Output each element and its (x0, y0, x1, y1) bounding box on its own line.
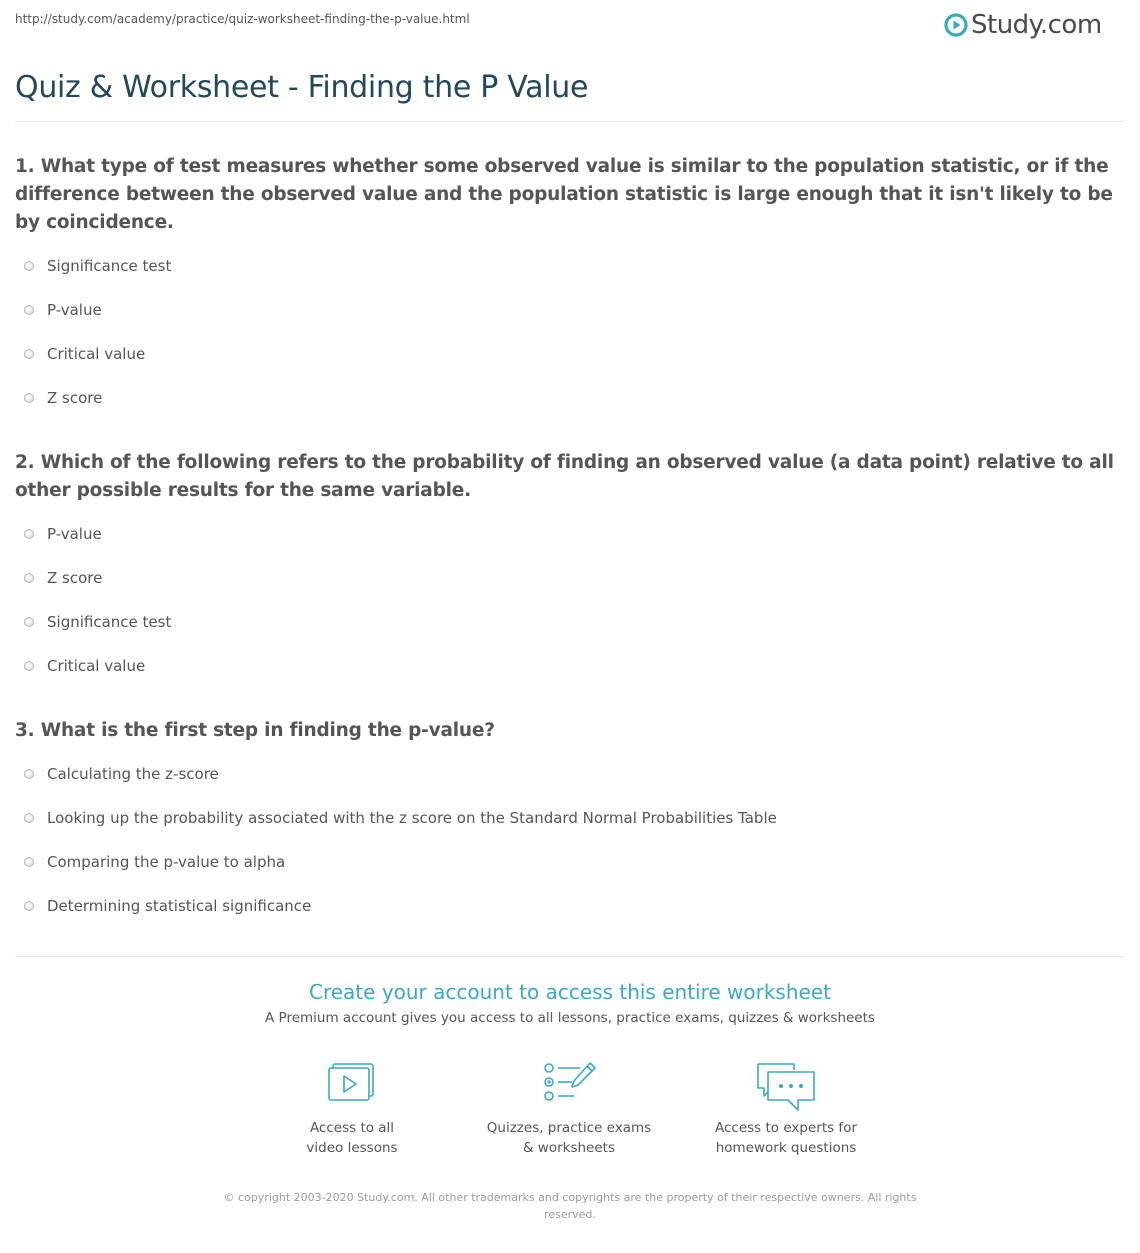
answer-option[interactable] (15, 797, 1125, 841)
answer-label: Looking up the probability associated with the z score on the Standard Normal Probabilities Table (47, 809, 777, 827)
feature-label: video lessons (306, 1140, 398, 1156)
expert-chat-icon (754, 1060, 818, 1112)
answer-option[interactable] (15, 885, 1125, 929)
question-2 (15, 449, 1125, 689)
answer-label: Significance test (47, 257, 172, 275)
feature-label: Access to all (309, 1120, 395, 1136)
answer-option[interactable] (15, 557, 1125, 601)
answer-label: Determining statistical significance (47, 897, 312, 915)
answer-option[interactable] (15, 289, 1125, 333)
feature-label: Quizzes, practice exams (486, 1120, 652, 1136)
study-logo[interactable] (944, 6, 1102, 44)
feature-quizzes (469, 1060, 669, 1158)
radio-button[interactable] (24, 661, 34, 671)
answer-label: Z score (47, 389, 103, 407)
answer-label: Calculating the z-score (47, 765, 219, 783)
radio-button[interactable] (24, 393, 34, 403)
answer-option[interactable] (15, 601, 1125, 645)
answer-option[interactable] (15, 377, 1125, 421)
answer-options (15, 513, 1125, 689)
radio-button[interactable] (24, 305, 34, 315)
answer-label: Comparing the p-value to alpha (47, 853, 286, 871)
feature-label: Access to experts for (714, 1120, 857, 1136)
answer-option[interactable] (15, 753, 1125, 797)
create-account-link[interactable]: Create your account to access this entire worksheet (309, 980, 831, 1004)
answer-label: Critical value (47, 657, 146, 675)
feature-video-lessons (252, 1060, 452, 1158)
radio-button[interactable] (24, 529, 34, 539)
quiz-checklist-icon (540, 1060, 598, 1104)
logo-text: Study.com (971, 10, 1102, 40)
answer-label: P-value (47, 525, 102, 543)
feature-label: & worksheets (522, 1140, 615, 1156)
answer-label: Z score (47, 569, 103, 587)
page-title: Quiz & Worksheet - Finding the P Value (15, 70, 589, 105)
radio-button[interactable] (24, 901, 34, 911)
radio-button[interactable] (24, 813, 34, 823)
video-lessons-icon (326, 1060, 378, 1104)
radio-button[interactable] (24, 769, 34, 779)
question-text: 1. What type of test measures whether some observed value is similar to the population statistic, or if the difference between the observed value and the population statistic is large enough that it isn't likely to be by coincidence. (15, 156, 1113, 233)
feature-experts (686, 1060, 886, 1158)
page-url: http://study.com/academy/practice/quiz-worksheet-finding-the-p-value.html (15, 12, 470, 26)
answer-label: P-value (47, 301, 102, 319)
radio-button[interactable] (24, 261, 34, 271)
answer-option[interactable] (15, 513, 1125, 557)
radio-button[interactable] (24, 349, 34, 359)
question-text: 3. What is the first step in finding the p-value? (15, 720, 495, 741)
radio-button[interactable] (24, 617, 34, 627)
divider (15, 121, 1125, 122)
feature-label: homework questions (715, 1140, 857, 1156)
answer-option[interactable] (15, 645, 1125, 689)
copyright-footer (0, 1189, 1140, 1223)
premium-description: A Premium account gives you access to all lessons, practice exams, quizzes & worksheets (265, 1010, 875, 1026)
question-1 (15, 153, 1125, 421)
copyright-text: © copyright 2003-2020 Study.com. All other trademarks and copyrights are the property of their respective owners. All rights reserved. (223, 1191, 917, 1221)
answer-options (15, 753, 1125, 929)
answer-label: Critical value (47, 345, 146, 363)
radio-button[interactable] (24, 857, 34, 867)
divider (15, 956, 1125, 957)
question-text: 2. Which of the following refers to the probability of finding an observed value (a data point) relative to all other possible results for the same variable. (15, 452, 1114, 501)
answer-option[interactable] (15, 841, 1125, 885)
answer-option[interactable] (15, 245, 1125, 289)
premium-features (0, 1060, 1140, 1170)
answer-label: Significance test (47, 613, 172, 631)
answer-option[interactable] (15, 333, 1125, 377)
play-circle-icon (944, 13, 968, 37)
radio-button[interactable] (24, 573, 34, 583)
question-3 (15, 717, 1125, 929)
answer-options (15, 245, 1125, 421)
